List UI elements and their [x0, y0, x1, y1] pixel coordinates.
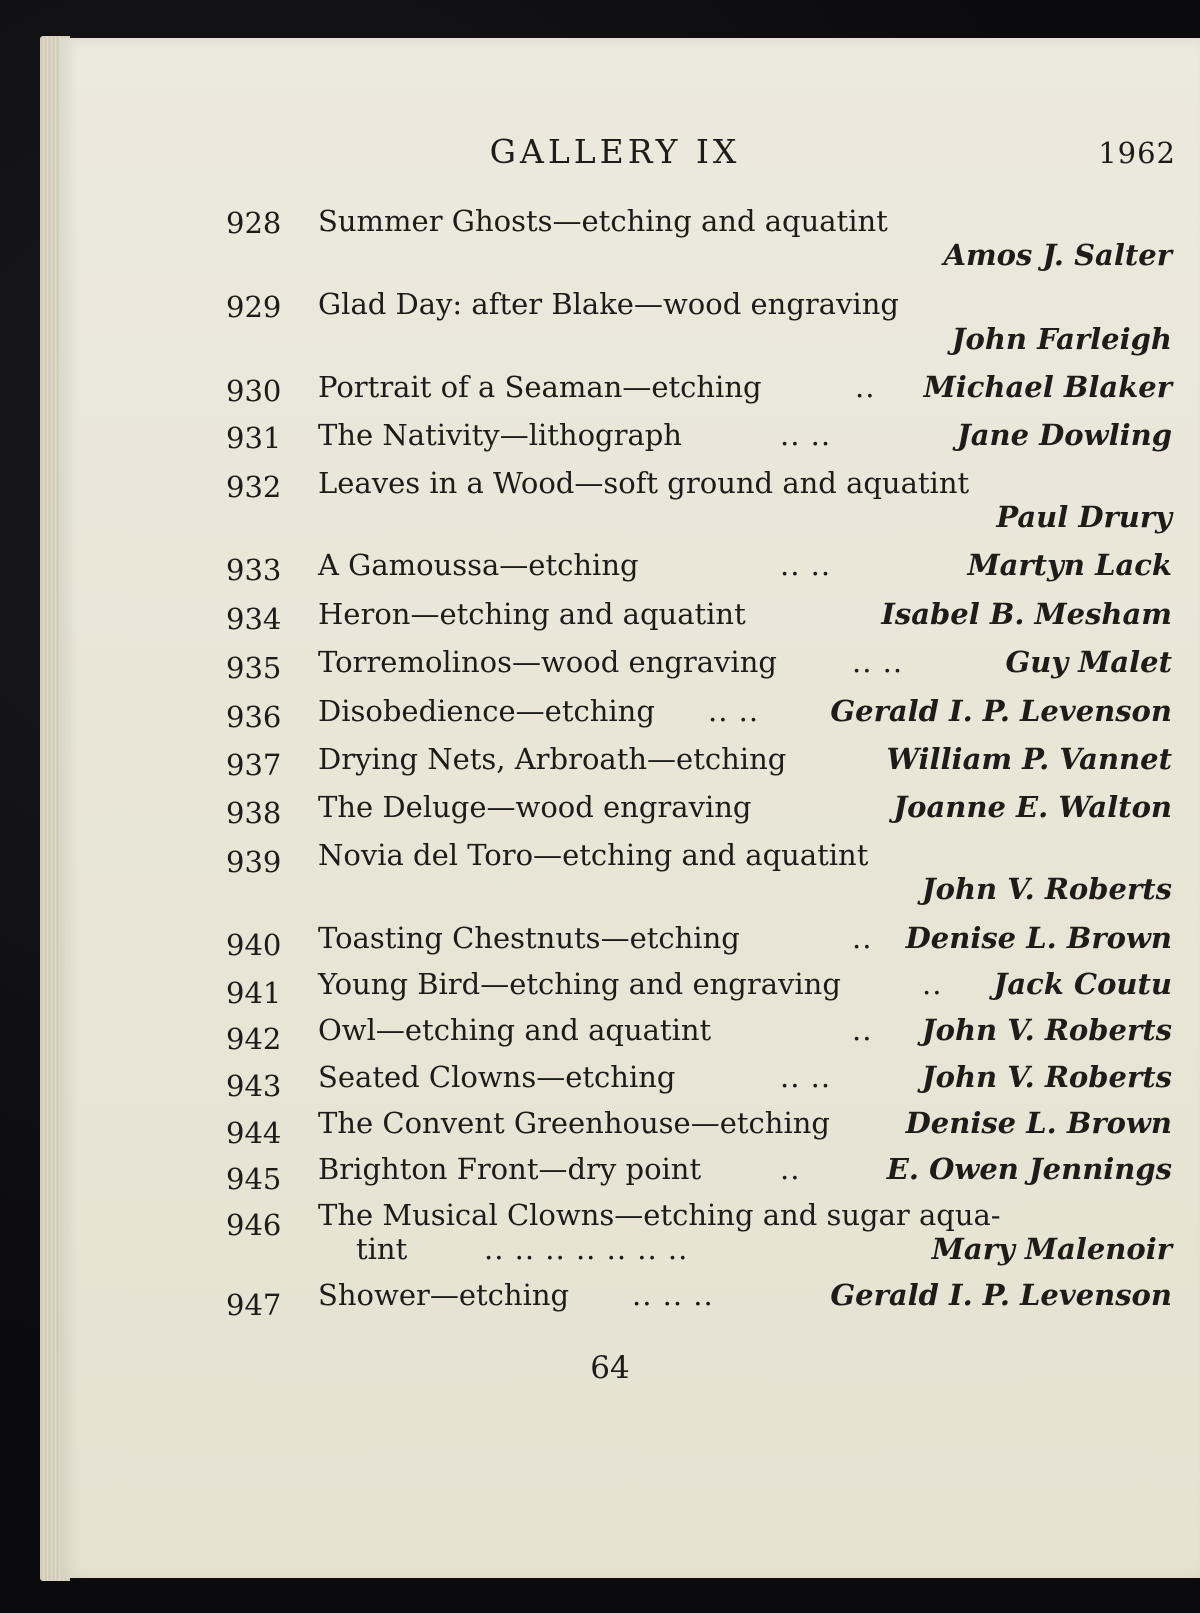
entry-title: The Nativity—lithograph [318, 418, 682, 452]
entry-artist: John V. Roberts [921, 1013, 1172, 1047]
entry-number: 930 [226, 374, 282, 408]
entry-title: The Musical Clowns—etching and sugar aqua- [318, 1198, 1001, 1232]
entry-artist: William P. Vannet [886, 742, 1172, 776]
entry-title: A Gamoussa—etching [318, 548, 639, 582]
page-year: 1962 [1098, 136, 1176, 170]
dot-leader: .. [852, 1013, 873, 1047]
entry-number: 933 [226, 553, 282, 587]
dot-leader: .. .. [780, 548, 832, 582]
entry-number: 938 [226, 796, 282, 830]
entry-number: 946 [226, 1208, 282, 1242]
dot-leader: .. [855, 370, 876, 404]
entry-artist: Denise L. Brown [905, 1106, 1172, 1140]
entry-number: 945 [226, 1162, 282, 1196]
dot-leader: .. .. [780, 1060, 832, 1094]
entry-title: Glad Day: after Blake—wood engraving [318, 287, 899, 321]
entry-number: 932 [226, 470, 282, 504]
dot-leader: .. [780, 1152, 801, 1186]
entry-number: 935 [226, 651, 282, 685]
entry-artist: Michael Blaker [923, 370, 1172, 404]
entry-artist: Paul Drury [996, 500, 1172, 534]
dot-leader: .. [852, 921, 873, 955]
entry-title: The Convent Greenhouse—etching [318, 1106, 830, 1140]
dot-leader: .. .. [852, 645, 904, 679]
entry-artist: Guy Malet [1005, 645, 1172, 679]
entry-title: Seated Clowns—etching [318, 1060, 676, 1094]
entry-number: 941 [226, 976, 282, 1010]
entry-title: Owl—etching and aquatint [318, 1013, 712, 1047]
dot-leader: .. .. [780, 418, 832, 452]
entry-artist: John Farleigh [951, 322, 1172, 356]
page-number: 64 [590, 1350, 630, 1386]
dot-leader: .. .. [708, 694, 760, 728]
entry-artist: Gerald I. P. Levenson [830, 1278, 1172, 1312]
entry-number: 939 [226, 845, 282, 879]
entry-number: 942 [226, 1022, 282, 1056]
entry-artist: Jack Coutu [993, 967, 1172, 1001]
entry-title: Brighton Front—dry point [318, 1152, 702, 1186]
entry-number: 934 [226, 602, 282, 636]
entry-artist: Amos J. Salter [943, 238, 1172, 272]
dot-leader: .. .. .. [632, 1278, 714, 1312]
entry-title: Torremolinos—wood engraving [318, 645, 777, 679]
entry-number: 931 [226, 421, 282, 455]
entry-number: 943 [226, 1069, 282, 1103]
entry-title: Heron—etching and aquatint [318, 597, 746, 631]
entry-title: Summer Ghosts—etching and aquatint [318, 204, 888, 238]
entry-artist: Mary Malenoir [931, 1232, 1172, 1266]
entry-number: 928 [226, 206, 282, 240]
dot-leader: .. .. .. .. .. .. .. [484, 1232, 689, 1266]
entry-artist: Denise L. Brown [905, 921, 1172, 955]
entry-title-continuation: tint [356, 1232, 408, 1266]
page-title: GALLERY IX [489, 132, 741, 171]
entry-artist: John V. Roberts [921, 872, 1172, 906]
entry-artist: Joanne E. Walton [893, 790, 1172, 824]
entry-artist: John V. Roberts [921, 1060, 1172, 1094]
entry-title: Drying Nets, Arbroath—etching [318, 742, 787, 776]
entry-number: 937 [226, 748, 282, 782]
entry-artist: E. Owen Jennings [886, 1152, 1172, 1186]
entry-number: 947 [226, 1288, 282, 1322]
entry-title: Shower—etching [318, 1278, 570, 1312]
entry-title: The Deluge—wood engraving [318, 790, 752, 824]
entry-number: 944 [226, 1116, 282, 1150]
entry-number: 929 [226, 290, 282, 324]
entry-number: 936 [226, 700, 282, 734]
entry-artist: Jane Dowling [957, 418, 1172, 452]
entry-artist: Isabel B. Mesham [881, 597, 1172, 631]
entry-number: 940 [226, 928, 282, 962]
entry-title: Leaves in a Wood—soft ground and aquatint [318, 466, 970, 500]
entry-artist: Martyn Lack [967, 548, 1172, 582]
entry-title: Toasting Chestnuts—etching [318, 921, 740, 955]
dot-leader: .. [922, 967, 943, 1001]
entry-title: Young Bird—etching and engraving [318, 967, 841, 1001]
entry-artist: Gerald I. P. Levenson [830, 694, 1172, 728]
entry-title: Novia del Toro—etching and aquatint [318, 838, 869, 872]
entry-title: Portrait of a Seaman—etching [318, 370, 762, 404]
entry-title: Disobedience—etching [318, 694, 655, 728]
